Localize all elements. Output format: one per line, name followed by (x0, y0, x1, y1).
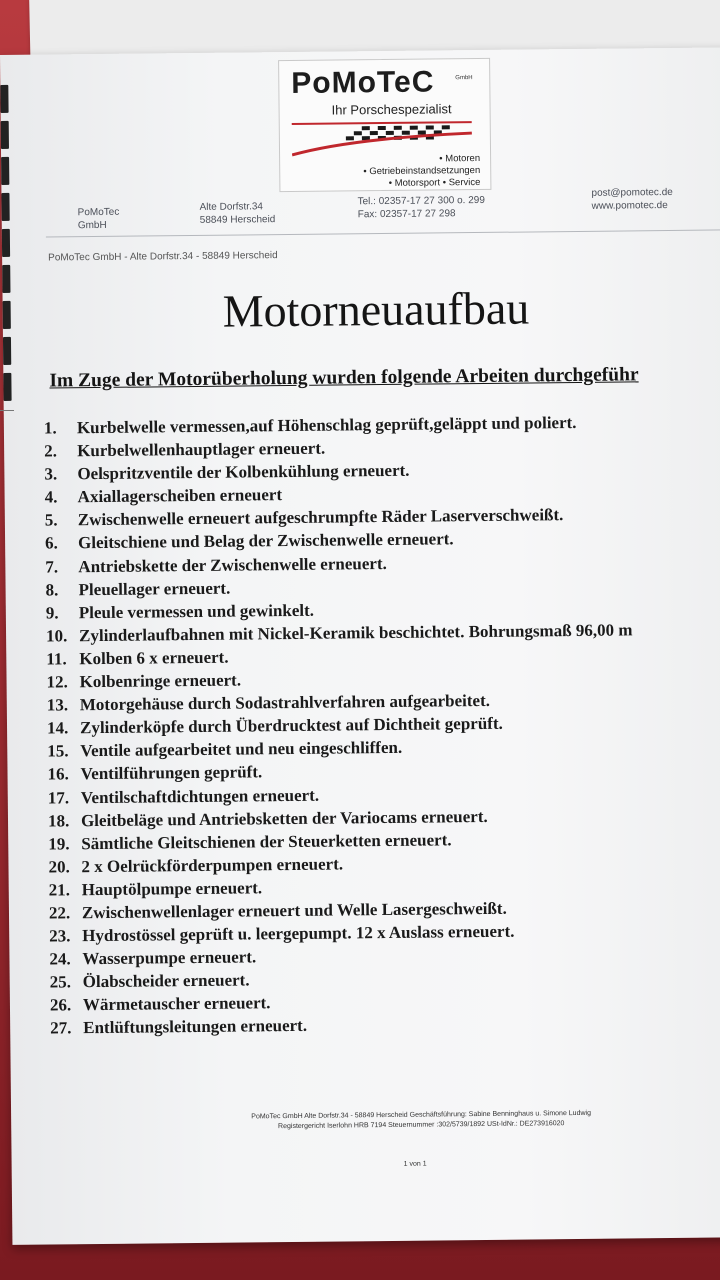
binding-hole-icon (0, 85, 8, 113)
list-item-number: 27. (50, 1018, 72, 1038)
company-form: GmbH (77, 219, 107, 232)
list-item-text: Ventilschaftdichtungen erneuert. (80, 785, 320, 807)
header-contact (357, 194, 485, 221)
header-web (591, 186, 673, 213)
list-item-number: 22. (48, 903, 71, 923)
list-item-number: 23. (49, 926, 71, 946)
list-item-number: 12. (46, 672, 68, 692)
list-item-number: 11. (46, 649, 67, 669)
binding-hole-icon (1, 193, 9, 221)
list-item-text: Pleule vermessen und gewinkelt. (78, 600, 315, 622)
list-item-number: 3. (44, 464, 58, 484)
list-item-number: 25. (49, 972, 72, 992)
logo-tagline: Ihr Porschespezialist (331, 101, 452, 118)
binding-hole-icon (3, 301, 11, 329)
list-item-text: Axiallagerscheiben erneuert (77, 485, 283, 507)
list-item-text: Kurbelwelle vermessen,auf Höhenschlag geprüft,geläppt und poliert. (76, 412, 577, 438)
list-item-text: Gleitbeläge und Antriebsketten der Variocams erneuert. (80, 806, 488, 830)
page-footer (211, 1108, 631, 1132)
list-item-text: Pleuellager erneuert. (78, 578, 231, 599)
list-item-text: Wärmetauscher erneuert. (82, 993, 271, 1015)
logo-wordmark: PoMoTeC (291, 65, 435, 100)
list-item-number: 1. (43, 418, 57, 438)
list-item-text: Gleitschiene und Belag der Zwischenwelle erneuert. (78, 529, 454, 553)
logo-services (363, 153, 480, 190)
binding-holes (0, 85, 13, 409)
binding-hole-icon (1, 157, 9, 185)
email: post@pomotec.de (591, 186, 673, 199)
header-company (78, 206, 120, 232)
list-item-text: Oelspritzventile der Kolbenkühlung erneuert. (77, 460, 410, 484)
list-item-number: 17. (47, 787, 70, 808)
binding-hole-icon (1, 121, 9, 149)
edge-mark (0, 410, 14, 411)
street: Alte Dorfstr.34 (199, 201, 264, 213)
fax: Fax: 02357-17 27 298 (357, 208, 456, 221)
list-item-text: Zylinderlaufbahnen mit Nickel-Keramik beschichtet. Bohrungsmaß 96,00 m (78, 620, 633, 646)
list-item-text: Kolben 6 x erneuert. (79, 647, 229, 669)
list-item-number: 16. (47, 764, 69, 784)
header-address (200, 200, 276, 227)
document-subtitle: Im Zuge der Motorüberholung wurden folgende Arbeiten durchgeführ (49, 364, 639, 392)
binding-hole-icon (2, 229, 10, 257)
list-item-number: 18. (47, 810, 70, 831)
list-item-text: Zylinderköpfe durch Überdrucktest auf Dichtheit geprüft. (79, 713, 503, 738)
list-item-text: Kolbenringe erneuert. (79, 670, 242, 692)
list-item-number: 26. (49, 995, 72, 1015)
logo-small-mark: GmbH (455, 75, 473, 82)
service-line: • Motorsport • Service (388, 176, 481, 189)
list-item-number: 5. (44, 510, 58, 530)
list-item-number: 24. (49, 949, 71, 969)
company-logo (278, 58, 491, 192)
list-item-number: 6. (45, 533, 58, 554)
list-item-text: Ölabscheider erneuert. (82, 970, 250, 992)
list-item-text: Zwischenwelle erneuert aufgeschrumpfte Räder Laserverschweißt. (77, 505, 564, 530)
list-item-text: Sämtliche Gleitschienen der Steuerketten erneuert. (81, 830, 452, 853)
list-item-text: Wasserpumpe erneuert. (82, 947, 257, 969)
return-address: PoMoTec GmbH - Alte Dorfstr.34 - 58849 Herscheid (48, 250, 278, 264)
website: www.pomotec.de (591, 200, 668, 212)
binding-hole-icon (3, 337, 11, 365)
service-line: • Motoren (439, 152, 481, 165)
list-item-number: 4. (44, 487, 58, 507)
document-title: Motorneuaufbau (222, 282, 530, 337)
binding-hole-icon (3, 373, 11, 401)
list-item-number: 15. (47, 741, 69, 761)
list-item (50, 1011, 637, 1040)
list-item-text: Zwischenwellenlager erneuert und Welle Lasergeschweißt. (81, 898, 507, 923)
list-item-text: 2 x Oelrückförderpumpen erneuert. (81, 854, 344, 876)
city: 58849 Herscheid (199, 214, 276, 226)
list-item-text: Antriebskette der Zwischenwelle erneuert. (78, 553, 387, 576)
list-item-number: 2. (44, 441, 57, 461)
document-page (0, 47, 720, 1245)
list-item-text: Ventile aufgearbeitet und neu eingeschliffen. (80, 738, 403, 761)
list-item-text: Kurbelwellenhauptlager erneuert. (77, 438, 326, 461)
footer-line: Registergericht Iserlohn HRB 7194 Steuernummer :302/5739/1892 USt-IdNr.: DE273916020 (277, 1120, 565, 1131)
binding-hole-icon (2, 265, 10, 293)
list-item-number: 14. (46, 718, 69, 738)
list-item-number: 10. (45, 626, 68, 646)
work-list (44, 410, 637, 1040)
list-item-number: 13. (46, 695, 69, 715)
list-item-text: Hauptölpumpe erneuert. (81, 878, 263, 900)
list-item-text: Entlüftungsleitungen erneuert. (83, 1016, 308, 1038)
phone: Tel.: 02357-17 27 300 o. 299 (357, 194, 485, 208)
list-item-number: 20. (48, 857, 70, 877)
list-item-number: 9. (45, 603, 59, 623)
list-item-text: Ventilführungen geprüft. (80, 762, 263, 784)
service-line: • Getriebeinstandsetzungen (363, 164, 481, 178)
list-item-number: 21. (48, 880, 71, 900)
list-item-number: 7. (45, 556, 59, 577)
list-item-number: 8. (45, 580, 59, 600)
company-name: PoMoTec (77, 206, 120, 219)
footer-line: PoMoTec GmbH Alte Dorfstr.34 - 58849 Herscheid Geschäftsführung: Sabine Benninghaus u. Simone Ludwig (251, 1109, 591, 1121)
page-number: 1 von 1 (403, 1160, 427, 1168)
list-item-text: Hydrostössel geprüft u. leergepumpt. 12 x Auslass erneuert. (82, 921, 515, 946)
header-divider (46, 229, 720, 237)
list-item-text: Motorgehäuse durch Sodastrahlverfahren aufgearbeitet. (79, 691, 491, 715)
list-item-number: 19. (48, 834, 70, 854)
